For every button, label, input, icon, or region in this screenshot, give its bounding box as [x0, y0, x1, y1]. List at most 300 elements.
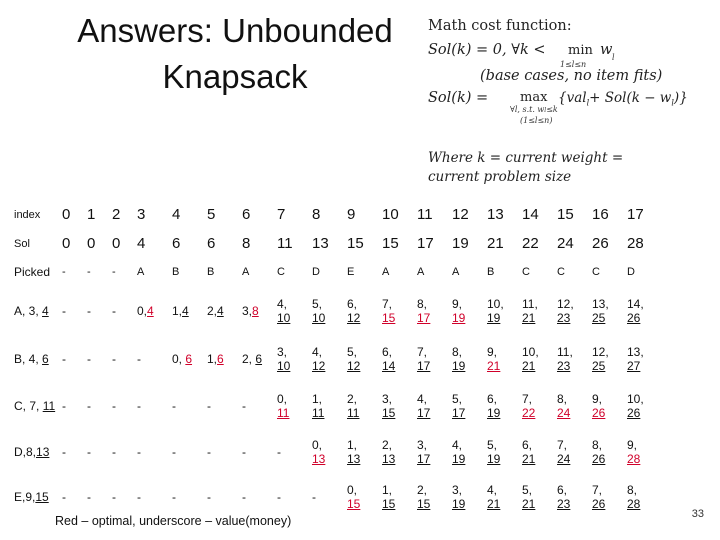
row-label — [8, 200, 59, 229]
table-cell — [274, 258, 309, 286]
table-cell — [84, 430, 109, 473]
table-cell — [84, 229, 109, 258]
cell-text: 11 — [277, 406, 290, 420]
cell-text: - — [277, 444, 281, 459]
cell-text: 22 — [522, 234, 539, 252]
table-cell — [554, 336, 589, 382]
table-cell — [84, 336, 109, 382]
cell-text: 21 — [522, 451, 536, 466]
cell-text: B — [487, 266, 495, 278]
cell-text: 22 — [522, 406, 536, 420]
table-cell — [169, 382, 204, 430]
table-cell — [309, 200, 344, 229]
table-cell — [239, 286, 274, 336]
table-cell — [624, 382, 659, 430]
cell-text: 11, — [522, 297, 538, 311]
cell-text: A — [417, 266, 425, 278]
cell-text: 6 — [207, 234, 216, 252]
row-label-text: D,8, — [14, 444, 37, 459]
cell-text: - — [62, 352, 66, 366]
table-cell — [134, 382, 169, 430]
formula-rec-lhs: Sol(k) = — [428, 90, 489, 106]
cell-text: - — [207, 444, 211, 459]
table-cell — [519, 229, 554, 258]
table-cell — [84, 382, 109, 430]
cell-text: 2, — [347, 392, 358, 406]
cell-text: - — [112, 304, 116, 318]
formula-rec-body-3: )} — [673, 90, 688, 106]
formula-base-w-sub: l — [612, 53, 615, 62]
table-cell — [519, 430, 554, 473]
cell-text: - — [242, 399, 246, 413]
table-cell — [484, 229, 519, 258]
table-cell — [519, 286, 554, 336]
cell-text: 15 — [382, 406, 396, 420]
cell-text: 17 — [452, 406, 466, 420]
cell-text: - — [242, 490, 246, 504]
table-cell — [379, 473, 414, 521]
table-cell — [379, 229, 414, 258]
table-cell — [134, 200, 169, 229]
table-cell — [414, 286, 449, 336]
table-row — [8, 229, 659, 258]
table-cell — [239, 382, 274, 430]
row-label — [8, 473, 59, 521]
cell-text: 6 — [217, 352, 224, 366]
cell-text: 4 — [147, 304, 154, 318]
cell-text: 13 — [312, 234, 329, 252]
cell-text: 23 — [557, 311, 571, 325]
table-cell — [274, 229, 309, 258]
table-cell — [309, 336, 344, 382]
table-cell — [519, 382, 554, 430]
cell-text: - — [137, 399, 141, 413]
cell-text: 3, — [382, 392, 393, 406]
table-cell — [169, 430, 204, 473]
cell-text: 12, — [592, 345, 609, 359]
cell-text: 14 — [382, 359, 396, 373]
cell-text: 11, — [557, 345, 573, 359]
table-cell — [624, 200, 659, 229]
table-cell — [344, 258, 379, 286]
cell-text: 19 — [452, 451, 466, 466]
cell-text: 0, — [312, 437, 323, 452]
cell-text: 7, — [592, 483, 603, 497]
cell-text: 24 — [557, 406, 571, 420]
table-cell — [204, 286, 239, 336]
cell-text: 13 — [487, 205, 504, 223]
formula-rec-cond-text: ∀l, s.t. w — [510, 105, 545, 114]
table-cell — [169, 336, 204, 382]
table-cell — [344, 200, 379, 229]
table-row — [8, 286, 659, 336]
cell-text: 21 — [487, 497, 501, 511]
row-label-text: B, 4, — [14, 352, 43, 366]
table-cell — [519, 200, 554, 229]
cell-text: 2, — [242, 352, 256, 366]
cell-text: 2, — [417, 483, 428, 497]
table-cell — [59, 382, 84, 430]
cell-text: 19 — [452, 359, 466, 373]
table-cell — [449, 229, 484, 258]
row-label — [8, 229, 59, 258]
table-cell — [344, 336, 379, 382]
table-cell — [344, 286, 379, 336]
table-cell — [344, 229, 379, 258]
formula-rec-body-sub2: l — [671, 98, 674, 108]
cell-text: 8, — [627, 483, 638, 497]
cell-text: 7, — [522, 392, 533, 406]
table-cell — [134, 430, 169, 473]
cell-text: A — [452, 266, 460, 278]
cell-text: 11 — [277, 234, 293, 252]
cell-text: 21 — [522, 311, 536, 325]
cell-text: 0 — [112, 234, 121, 252]
cell-text: 13, — [592, 297, 609, 311]
row-label-text: A, 3, — [14, 304, 43, 318]
table-cell — [134, 258, 169, 286]
cell-text: 15 — [382, 311, 396, 325]
table-cell — [59, 430, 84, 473]
table-cell — [59, 229, 84, 258]
cell-text: 17 — [417, 406, 431, 420]
cell-text: 0, — [277, 392, 288, 406]
cell-text: - — [242, 444, 246, 459]
cell-text: 5, — [522, 483, 533, 497]
formula-rec-body-2: + Sol(k − w — [589, 90, 672, 106]
knapsack-table — [8, 200, 659, 521]
row-label-text: Picked — [14, 265, 51, 279]
cell-text: 12 — [347, 311, 361, 325]
cell-text: - — [172, 490, 176, 504]
table-cell — [624, 430, 659, 473]
table-cell — [59, 258, 84, 286]
cell-text: - — [112, 490, 116, 504]
cell-text: 6, — [557, 483, 568, 497]
table-cell — [519, 336, 554, 382]
cell-text: 14 — [522, 205, 539, 223]
cell-text: 3 — [137, 205, 146, 223]
formula-rec-body — [558, 90, 688, 108]
table-cell — [484, 286, 519, 336]
cell-text: E — [347, 266, 355, 278]
table-cell — [59, 200, 84, 229]
cell-text: 15 — [382, 497, 396, 511]
cell-text: 4, — [417, 392, 428, 406]
table-cell — [589, 200, 624, 229]
table-cell — [414, 258, 449, 286]
row-label-text: 4 — [42, 304, 49, 318]
cell-text: - — [112, 444, 116, 459]
row-label-text: 13 — [36, 444, 50, 459]
table-cell — [519, 473, 554, 521]
cell-text: - — [87, 399, 91, 413]
cell-text: 27 — [627, 359, 641, 373]
cell-text: 6 — [172, 234, 181, 252]
cell-text: 2, — [382, 437, 393, 452]
row-label — [8, 336, 59, 382]
cell-text: - — [172, 444, 176, 459]
table-cell — [554, 286, 589, 336]
cell-text: 4 — [217, 304, 224, 318]
cell-text: 6, — [382, 345, 393, 359]
slide-title — [40, 8, 430, 100]
cell-text: B — [207, 266, 215, 278]
cell-text: B — [172, 266, 180, 278]
table-cell — [484, 336, 519, 382]
cell-text: 28 — [627, 451, 641, 466]
page-number: 33 — [691, 508, 704, 520]
table-cell — [309, 229, 344, 258]
table-cell — [239, 430, 274, 473]
cell-text: 8, — [557, 392, 568, 406]
table-cell — [239, 258, 274, 286]
table-cell — [84, 258, 109, 286]
cell-text: 0 — [62, 205, 71, 223]
cell-text: 6, — [487, 392, 498, 406]
table-cell — [554, 430, 589, 473]
cell-text: A — [137, 266, 145, 278]
cell-text: 19 — [487, 406, 501, 420]
table-row — [8, 258, 659, 286]
row-label-text: 11 — [42, 399, 56, 413]
formula-base-note: (base cases, no item fits) — [480, 68, 663, 84]
cell-text: 21 — [522, 497, 536, 511]
cell-text: 7, — [417, 345, 428, 359]
cell-text: D — [312, 266, 320, 278]
table-cell — [414, 382, 449, 430]
cell-text: 26 — [592, 406, 606, 420]
table-cell — [554, 382, 589, 430]
table-cell — [379, 286, 414, 336]
table-cell — [589, 473, 624, 521]
cell-text: 3, — [277, 345, 288, 359]
row-label — [8, 382, 59, 430]
table-cell — [309, 258, 344, 286]
cell-text: 17 — [627, 205, 644, 223]
cell-text: 11 — [417, 205, 433, 223]
formula-base-lhs: Sol(k) = 0, ∀k < — [428, 42, 546, 58]
formula-heading: Math cost function: — [428, 18, 572, 34]
cell-text: 11 — [347, 406, 360, 420]
cell-text: 10 — [312, 311, 326, 325]
cell-text: - — [207, 399, 211, 413]
table-cell — [624, 336, 659, 382]
cell-text: 6 — [255, 352, 263, 366]
table-cell — [589, 258, 624, 286]
cell-text: D — [627, 266, 635, 278]
table-cell — [484, 200, 519, 229]
table-cell — [169, 286, 204, 336]
cell-text: 1, — [207, 352, 218, 366]
table-cell — [589, 382, 624, 430]
table-cell — [449, 286, 484, 336]
cell-text: 21 — [487, 359, 501, 373]
cell-text: 28 — [627, 234, 644, 252]
cell-text: 4 — [172, 205, 181, 223]
cell-text: 9, — [452, 297, 463, 311]
formula-rec-cond — [510, 105, 558, 114]
cell-text: - — [112, 352, 116, 366]
cell-text: 4 — [182, 304, 189, 318]
cell-text: 15 — [417, 497, 431, 511]
cell-text: C — [592, 266, 600, 278]
table-cell — [239, 336, 274, 382]
cell-text: - — [62, 490, 66, 504]
table-cell — [449, 336, 484, 382]
cell-text: - — [87, 304, 91, 318]
row-label — [8, 430, 59, 473]
cell-text: - — [137, 352, 141, 366]
cell-text: 6 — [185, 352, 193, 366]
cell-text: 13 — [312, 451, 326, 466]
table-cell — [109, 430, 134, 473]
cell-text: - — [87, 352, 91, 366]
table-cell — [624, 229, 659, 258]
table-cell — [309, 286, 344, 336]
table-cell — [484, 258, 519, 286]
table-row — [8, 430, 659, 473]
table-cell — [484, 430, 519, 473]
table-cell — [589, 336, 624, 382]
cell-text: 8 — [252, 304, 259, 318]
cell-text: 13 — [347, 451, 361, 466]
cell-text: 23 — [557, 359, 571, 373]
table-cell — [204, 258, 239, 286]
cell-text: 0, — [347, 483, 358, 497]
table-row — [8, 382, 659, 430]
cell-text: 1, — [172, 304, 183, 318]
cell-text: 17 — [417, 311, 431, 325]
table-cell — [554, 473, 589, 521]
cell-text: 9, — [592, 392, 603, 406]
cell-text: 5 — [207, 205, 216, 223]
cell-text: 3, — [452, 483, 463, 497]
row-label-text: 15 — [35, 490, 49, 504]
cell-text: 15 — [382, 234, 399, 252]
cell-text: 11 — [312, 406, 325, 420]
cell-text: 19 — [452, 234, 469, 252]
table-cell — [484, 473, 519, 521]
legend-footnote: Red – optimal, underscore – value(money) — [55, 514, 292, 528]
table-cell — [109, 258, 134, 286]
cell-text: 10 — [277, 359, 291, 373]
cell-text: 1, — [347, 437, 358, 452]
table-cell — [589, 229, 624, 258]
cell-text: 4 — [137, 234, 146, 252]
cell-text: 8, — [592, 437, 603, 452]
cell-text: 17 — [417, 451, 431, 466]
table-cell — [379, 430, 414, 473]
table-cell — [379, 382, 414, 430]
table-cell — [309, 473, 344, 521]
cell-text: 6, — [522, 437, 533, 452]
table-cell — [414, 229, 449, 258]
cell-text: 4, — [277, 297, 288, 311]
table-cell — [239, 200, 274, 229]
formula-where-line-2: current problem size — [428, 169, 572, 185]
title-line-1: Answers: Unbounded — [77, 12, 393, 49]
cell-text: 3, — [242, 304, 253, 318]
cell-text: - — [62, 444, 66, 459]
cell-text: 8, — [452, 345, 463, 359]
cell-text: - — [62, 266, 66, 278]
cell-text: 15 — [347, 234, 364, 252]
cell-text: 9 — [347, 205, 356, 223]
table-cell — [274, 430, 309, 473]
table-cell — [134, 229, 169, 258]
table-cell — [344, 430, 379, 473]
row-label-text: C, 7, — [14, 399, 43, 413]
table-cell — [344, 473, 379, 521]
cell-text: 7 — [277, 205, 286, 223]
table-cell — [589, 430, 624, 473]
table-cell — [134, 336, 169, 382]
table-cell — [109, 382, 134, 430]
table-cell — [204, 430, 239, 473]
cell-text: - — [207, 490, 211, 504]
table-cell — [84, 286, 109, 336]
cell-text: 13 — [382, 451, 396, 466]
table-cell — [274, 200, 309, 229]
table-cell — [484, 382, 519, 430]
table-cell — [274, 336, 309, 382]
cell-text: - — [277, 490, 281, 504]
cell-text: C — [277, 266, 285, 278]
cell-text: 1, — [382, 483, 393, 497]
row-label — [8, 258, 59, 286]
cell-text: 7, — [382, 297, 393, 311]
cell-text: - — [62, 304, 66, 318]
formula-rec-body-1: {val — [558, 90, 587, 106]
cell-text: 24 — [557, 234, 574, 252]
cell-text: 21 — [487, 234, 504, 252]
table-cell — [109, 336, 134, 382]
cell-text: 26 — [592, 497, 606, 511]
cell-text: 16 — [592, 205, 609, 223]
cell-text: 21 — [522, 359, 536, 373]
table-cell — [204, 382, 239, 430]
table-cell — [134, 286, 169, 336]
table-cell — [84, 200, 109, 229]
table-cell — [589, 286, 624, 336]
cell-text: 10, — [522, 345, 539, 359]
table-cell — [624, 286, 659, 336]
row-label — [8, 286, 59, 336]
cell-text: 19 — [487, 311, 501, 325]
cell-text: 25 — [592, 359, 606, 373]
table-cell — [554, 258, 589, 286]
cell-text: C — [522, 266, 530, 278]
cell-text: 6, — [347, 297, 358, 311]
cell-text: 8 — [312, 205, 321, 223]
cell-text: 13, — [627, 345, 644, 359]
formula-rec-cond-end: ≤k — [546, 105, 558, 114]
cell-text: 1, — [312, 392, 323, 406]
cell-text: 15 — [347, 497, 361, 511]
table-cell — [309, 382, 344, 430]
table-cell — [414, 336, 449, 382]
cell-text: 15 — [557, 205, 574, 223]
cell-text: 4, — [487, 483, 498, 497]
cell-text: 4, — [312, 345, 323, 359]
cell-text: 0, — [137, 304, 148, 318]
row-label-text: index — [14, 208, 41, 221]
table-cell — [59, 286, 84, 336]
table-cell — [414, 473, 449, 521]
cell-text: - — [112, 266, 116, 278]
table-cell — [554, 200, 589, 229]
